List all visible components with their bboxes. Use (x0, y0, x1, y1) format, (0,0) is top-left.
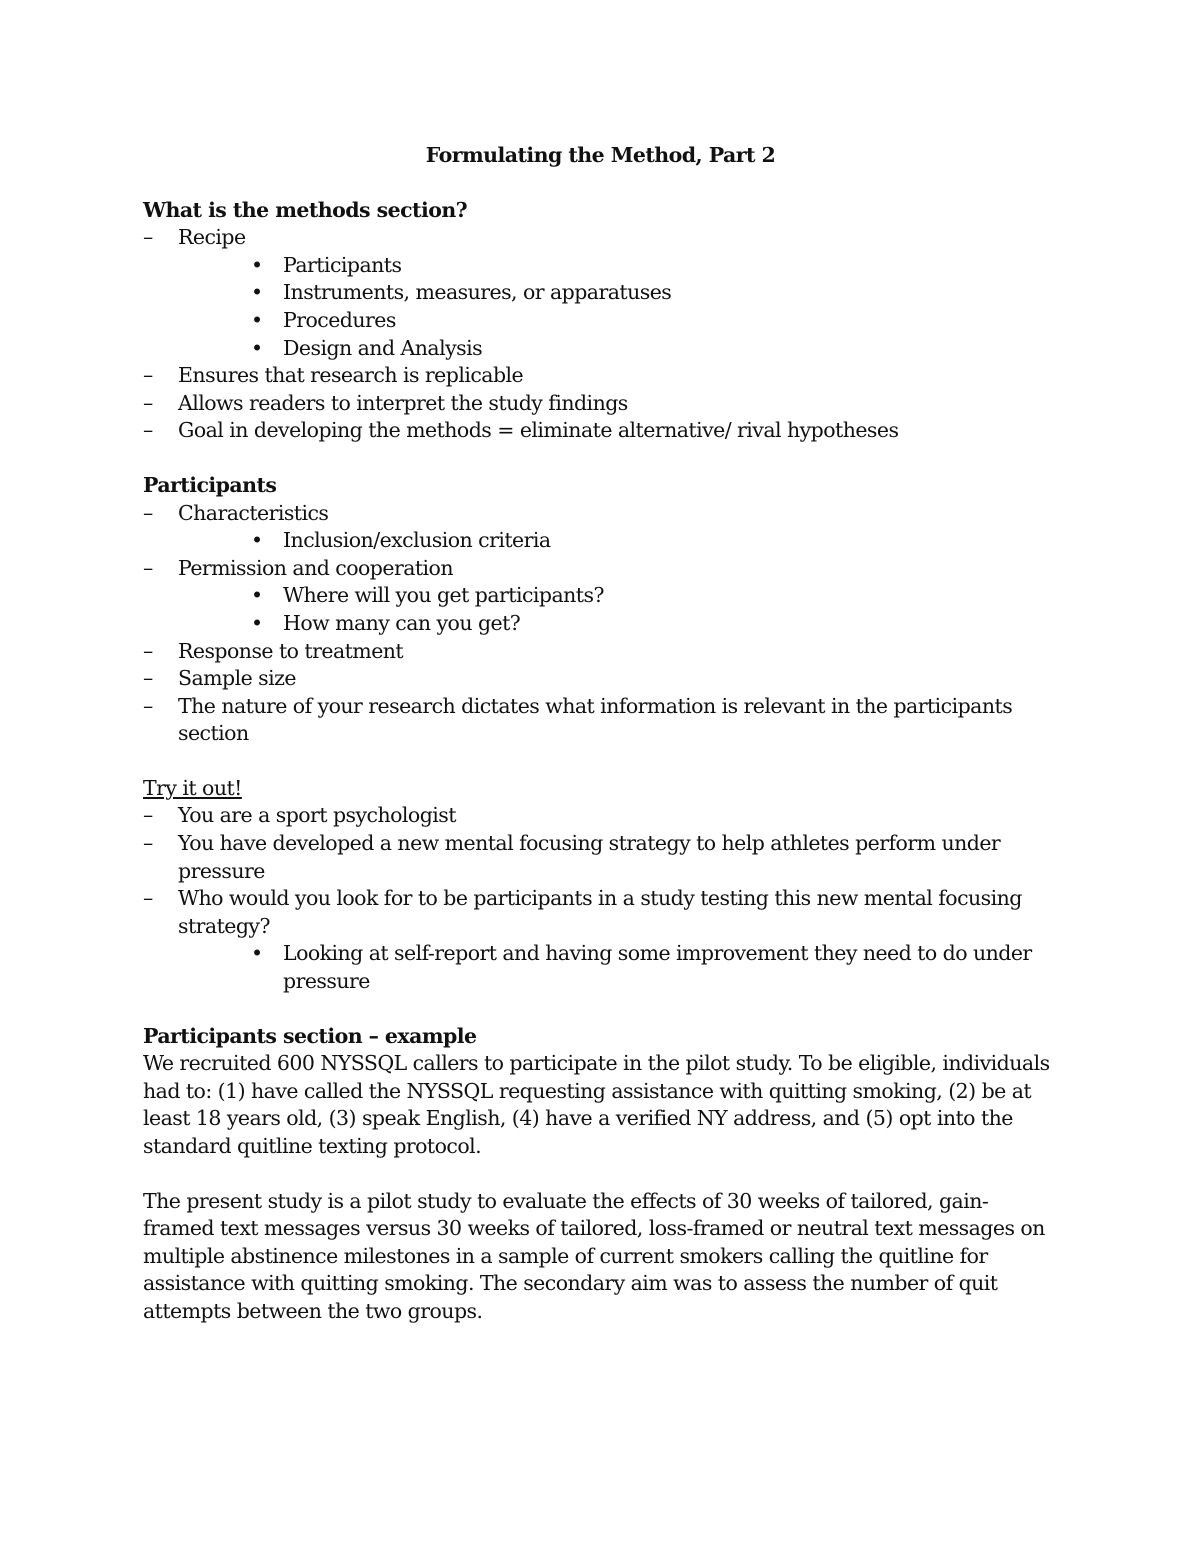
list-item-text: Sample size (178, 666, 296, 691)
list-item-text: The nature of your research dictates what information is relevant in the participants section (178, 693, 1013, 746)
list-item-text: Inclusion/exclusion criteria (283, 528, 551, 553)
dash-marker: – (143, 831, 153, 856)
list-item-text: Looking at self-report and having some improvement they need to do under pressure (283, 941, 1032, 994)
list-item-text: Design and Analysis (283, 335, 483, 360)
list-item (143, 638, 1058, 666)
bullet-marker: • (251, 335, 263, 360)
list-item-text: Characteristics (178, 500, 329, 525)
list-item-text: You have developed a new mental focusing strategy to help athletes perform under pressure (178, 831, 1001, 883)
sub-list-item (143, 582, 1058, 610)
dash-marker: – (143, 390, 153, 415)
bullet-marker: • (251, 307, 263, 332)
list-item-text: Goal in developing the methods = eliminate alternative/ rival hypotheses (178, 418, 899, 443)
list-item (143, 830, 1058, 885)
list-item-text: Where will you get participants? (283, 583, 604, 608)
example-section (143, 1023, 1058, 1326)
list-item-text: Response to treatment (178, 638, 404, 663)
list-item (143, 224, 1058, 252)
list-item (143, 362, 1058, 390)
dash-marker: – (143, 693, 153, 718)
document-page (143, 142, 1058, 1353)
bullet-marker: • (251, 610, 263, 635)
bullet-marker: • (251, 252, 263, 277)
sub-list-item (143, 335, 1058, 363)
bullet-marker: • (251, 280, 263, 305)
list-item (143, 417, 1058, 445)
section-heading: Try it out! (143, 775, 242, 800)
list-item (143, 885, 1058, 940)
dash-marker: – (143, 555, 153, 580)
list-item-text: Procedures (283, 307, 396, 332)
list-item-text: How many can you get? (283, 610, 521, 635)
sub-list-item (143, 527, 1058, 555)
section-1 (143, 197, 1058, 445)
section-2 (143, 472, 1058, 748)
section-heading: What is the methods section? (143, 197, 468, 222)
list-item-text: Allows readers to interpret the study findings (178, 390, 628, 415)
bullet-marker: • (251, 941, 263, 966)
list-item-text: You are a sport psychologist (178, 803, 456, 828)
sub-list-item (143, 610, 1058, 638)
dash-marker: – (143, 418, 153, 443)
example-heading: Participants section – example (143, 1023, 477, 1048)
bullet-marker: • (251, 583, 263, 608)
list-item (143, 802, 1058, 830)
example-paragraph-2: The present study is a pilot study to evaluate the effects of 30 weeks of tailored, gain-framed text messages versus 30 weeks of tailored, loss-framed or neutral text messages on multiple abstinence milestones in a sample of current smokers calling the quitline for assistance with quitting smoking. The secondary aim was to assess the number of quit attempts between the two groups. (143, 1188, 1045, 1323)
list-item-text: Ensures that research is replicable (178, 363, 524, 388)
document-title: Formulating the Method, Part 2 (425, 143, 776, 167)
bullet-marker: • (251, 528, 263, 553)
list-item-text: Participants (283, 252, 402, 277)
list-item-text: Who would you look for to be participants in a study testing this new mental focusing strategy? (178, 886, 1022, 938)
list-item-text: Instruments, measures, or apparatuses (283, 280, 672, 305)
example-paragraph-1: We recruited 600 NYSSQL callers to participate in the pilot study. To be eligible, individuals had to: (1) have called the NYSSQL requesting assistance with quitting smoking, (2) be at least 18 years old, (3) speak English, (4) have a verified NY address, and (5) opt into the standard quitline texting protocol. (143, 1051, 1050, 1158)
section-3 (143, 775, 1058, 996)
list-item-text: Recipe (178, 225, 246, 250)
list-item (143, 555, 1058, 583)
list-item (143, 390, 1058, 418)
dash-marker: – (143, 638, 153, 663)
sections-container (143, 197, 1058, 996)
dash-marker: – (143, 363, 153, 388)
dash-marker: – (143, 500, 153, 525)
dash-marker: – (143, 886, 153, 911)
dash-marker: – (143, 666, 153, 691)
sub-list-item (143, 307, 1058, 335)
list-item (143, 665, 1058, 693)
sub-list-item (143, 252, 1058, 280)
list-item (143, 500, 1058, 528)
section-heading: Participants (143, 472, 277, 497)
dash-marker: – (143, 803, 153, 828)
dash-marker: – (143, 225, 153, 250)
list-item-text: Permission and cooperation (178, 555, 454, 580)
sub-list-item (143, 279, 1058, 307)
sub-list-item (143, 940, 1058, 995)
list-item (143, 693, 1058, 748)
